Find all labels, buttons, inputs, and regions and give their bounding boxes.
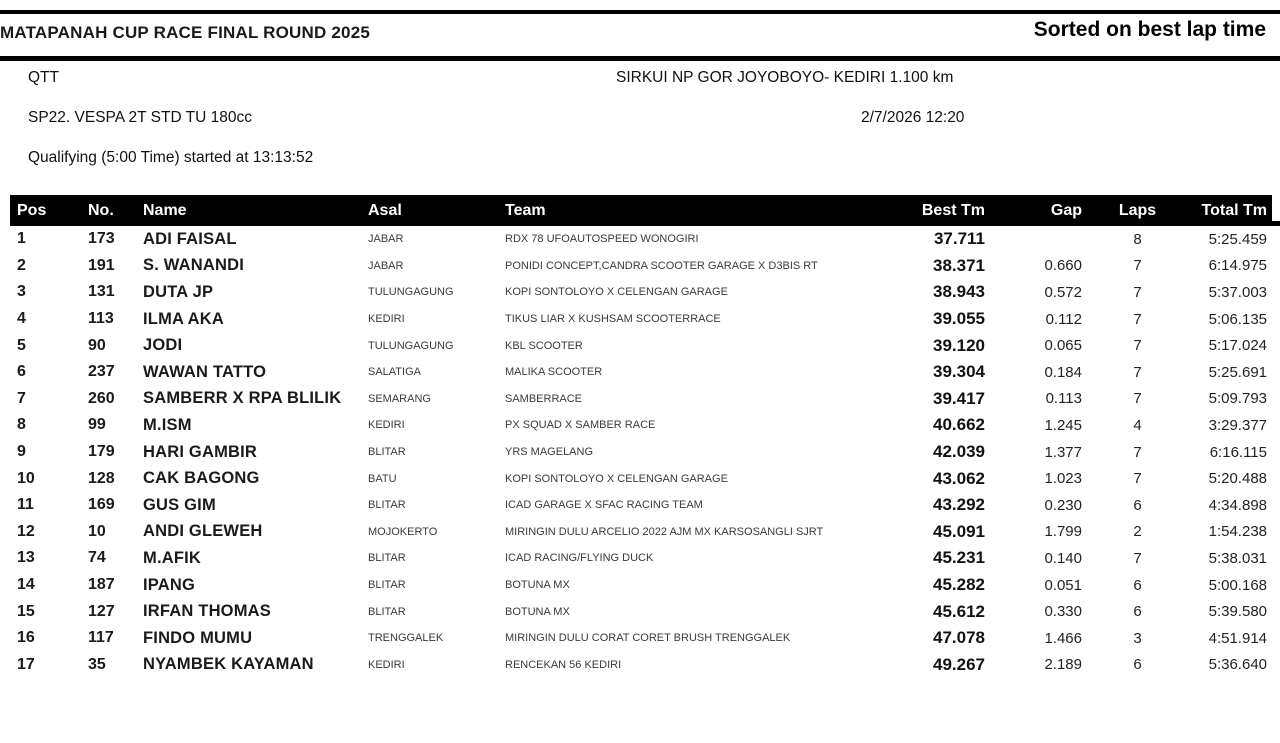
cell-total-tm: 3:29.377 — [1208, 416, 1267, 434]
cell-pos: 2 — [17, 256, 26, 274]
header-right-edge-tick — [1272, 221, 1280, 226]
title-row — [0, 20, 1280, 50]
cell-no: 113 — [88, 310, 114, 328]
cell-pos: 12 — [17, 522, 35, 540]
cell-laps: 7 — [1133, 363, 1142, 381]
title-bottom-rule — [0, 56, 1280, 61]
cell-pos: 10 — [17, 469, 35, 487]
cell-best-tm: 39.304 — [933, 362, 985, 382]
col-header-best-tm: Best Tm — [921, 201, 985, 219]
cell-total-tm: 4:51.914 — [1208, 629, 1267, 647]
cell-pos: 7 — [17, 389, 26, 407]
cell-gap: 1.799 — [1044, 523, 1082, 541]
cell-best-tm: 37.711 — [933, 229, 985, 249]
cell-team: BOTUNA MX — [505, 605, 570, 618]
cell-pos: 5 — [17, 336, 26, 354]
cell-team: MIRINGIN DULU CORAT CORET BRUSH TRENGGALEK — [505, 632, 791, 645]
cell-asal: BLITAR — [368, 552, 406, 565]
cell-name: M.ISM — [143, 415, 192, 434]
cell-laps: 7 — [1133, 310, 1142, 328]
table-row — [10, 519, 1272, 546]
col-header-no: No. — [88, 201, 114, 219]
col-header-gap: Gap — [1050, 201, 1082, 219]
table-row — [10, 279, 1272, 306]
cell-no: 128 — [88, 469, 115, 487]
cell-gap: 0.230 — [1044, 496, 1082, 514]
cell-laps: 7 — [1133, 443, 1142, 461]
cell-total-tm: 5:25.459 — [1208, 230, 1267, 248]
cell-gap: 1.377 — [1044, 443, 1082, 461]
cell-pos: 14 — [17, 576, 35, 594]
cell-asal: SALATIGA — [368, 366, 421, 379]
cell-no: 127 — [88, 602, 115, 620]
cell-asal: SEMARANG — [368, 392, 431, 405]
cell-name: JODI — [143, 336, 183, 355]
cell-name: ADI FAISAL — [143, 229, 237, 248]
cell-asal: TULUNGAGUNG — [368, 339, 454, 352]
cell-best-tm: 45.282 — [933, 575, 985, 595]
cell-team: BOTUNA MX — [505, 579, 570, 592]
cell-gap: 0.113 — [1045, 390, 1082, 408]
table-row — [10, 598, 1272, 625]
cell-total-tm: 5:37.003 — [1208, 283, 1267, 301]
cell-gap: 0.112 — [1045, 310, 1082, 328]
session-line — [0, 69, 1280, 89]
table-row — [10, 226, 1272, 253]
cell-pos: 6 — [17, 363, 26, 381]
cell-team: MALIKA SCOOTER — [505, 366, 603, 379]
cell-best-tm: 39.055 — [933, 309, 985, 329]
col-header-team: Team — [505, 201, 546, 219]
cell-asal: KEDIRI — [368, 313, 405, 326]
cell-no: 10 — [88, 522, 106, 540]
cell-laps: 6 — [1133, 603, 1142, 621]
col-header-laps: Laps — [1118, 201, 1157, 219]
cell-laps: 8 — [1133, 230, 1142, 248]
col-header-pos: Pos — [17, 201, 47, 219]
cell-asal: KEDIRI — [368, 419, 405, 432]
cell-name: ANDI GLEWEH — [143, 522, 263, 541]
cell-team: RENCEKAN 56 KEDIRI — [505, 658, 622, 671]
cell-total-tm: 4:34.898 — [1208, 496, 1267, 514]
cell-total-tm: 1:54.238 — [1208, 523, 1267, 541]
table-row — [10, 439, 1272, 466]
cell-gap: 0.660 — [1044, 257, 1082, 275]
cell-laps: 7 — [1133, 549, 1142, 567]
cell-laps: 6 — [1133, 576, 1142, 594]
class-line — [0, 109, 1280, 129]
cell-total-tm: 6:16.115 — [1209, 443, 1267, 461]
cell-pos: 9 — [17, 443, 26, 461]
cell-gap: 1.466 — [1044, 629, 1082, 647]
cell-best-tm: 38.943 — [933, 282, 985, 302]
cell-name: WAWAN TATTO — [143, 362, 267, 381]
cell-laps: 7 — [1133, 337, 1142, 355]
results-table-header — [10, 195, 1272, 226]
cell-laps: 2 — [1133, 523, 1142, 541]
cell-laps: 4 — [1133, 416, 1142, 434]
cell-no: 35 — [88, 655, 106, 673]
cell-asal: TRENGGALEK — [368, 632, 444, 645]
cell-no: 131 — [88, 283, 115, 301]
cell-no: 191 — [88, 256, 115, 274]
cell-best-tm: 43.062 — [933, 468, 985, 488]
cell-best-tm: 47.078 — [933, 628, 985, 648]
cell-total-tm: 5:09.793 — [1208, 390, 1267, 408]
results-table — [10, 195, 1272, 678]
table-row — [10, 306, 1272, 333]
col-header-total-tm: Total Tm — [1201, 201, 1267, 219]
cell-team: RDX 78 UFOAUTOSPEED WONOGIRI — [505, 233, 699, 246]
cell-no: 99 — [88, 416, 106, 434]
circuit-name: SIRKUI NP GOR JOYOBOYO- KEDIRI 1.100 km — [616, 69, 954, 86]
cell-name: ILMA AKA — [143, 309, 225, 328]
cell-asal: JABAR — [368, 259, 404, 272]
cell-team: MIRINGIN DULU ARCELIO 2022 AJM MX KARSOSANGLI SJRT — [505, 525, 824, 538]
cell-name: NYAMBEK KAYAMAN — [143, 655, 314, 674]
cell-gap: 2.189 — [1044, 656, 1082, 674]
cell-name: SAMBERR X RPA BLILIK — [143, 389, 342, 408]
col-header-asal: Asal — [368, 201, 402, 219]
cell-asal: BLITAR — [368, 605, 406, 618]
cell-laps: 7 — [1133, 283, 1142, 301]
cell-gap: 1.023 — [1044, 470, 1082, 488]
table-row — [10, 253, 1272, 280]
cell-team: SAMBERRACE — [505, 392, 583, 405]
cell-total-tm: 5:06.135 — [1208, 310, 1267, 328]
cell-team: KOPI SONTOLOYO X CELENGAN GARAGE — [505, 286, 728, 299]
cell-pos: 1 — [17, 230, 26, 248]
cell-best-tm: 38.371 — [933, 255, 985, 275]
cell-team: YRS MAGELANG — [505, 446, 594, 459]
cell-team: KOPI SONTOLOYO X CELENGAN GARAGE — [505, 472, 728, 485]
cell-name: GUS GIM — [143, 495, 216, 514]
cell-name: CAK BAGONG — [143, 469, 260, 488]
table-row — [10, 386, 1272, 413]
cell-no: 179 — [88, 443, 115, 461]
cell-gap: 1.245 — [1044, 416, 1082, 434]
cell-best-tm: 49.267 — [933, 654, 985, 674]
cell-no: 169 — [88, 496, 115, 514]
cell-best-tm: 39.120 — [933, 335, 985, 355]
cell-best-tm: 42.039 — [933, 442, 985, 462]
cell-gap: 0.184 — [1044, 363, 1082, 381]
cell-asal: JABAR — [368, 233, 404, 246]
cell-best-tm: 45.091 — [933, 521, 985, 541]
cell-team: KBL SCOOTER — [505, 339, 583, 352]
cell-no: 173 — [88, 230, 115, 248]
cell-best-tm: 43.292 — [933, 495, 985, 515]
cell-best-tm: 45.231 — [933, 548, 985, 568]
cell-total-tm: 6:14.975 — [1208, 257, 1267, 275]
cell-pos: 4 — [17, 310, 26, 328]
cell-laps: 7 — [1133, 257, 1142, 275]
cell-team: PONIDI CONCEPT,CANDRA SCOOTER GARAGE X D3BIS RT — [505, 259, 818, 272]
table-row — [10, 572, 1272, 599]
cell-name: S. WANANDI — [143, 256, 244, 275]
table-row — [10, 465, 1272, 492]
cell-gap: 0.330 — [1044, 603, 1082, 621]
col-header-name: Name — [143, 201, 187, 219]
table-row — [10, 492, 1272, 519]
cell-no: 260 — [88, 389, 115, 407]
cell-team: PX SQUAD X SAMBER RACE — [505, 419, 656, 432]
cell-total-tm: 5:36.640 — [1208, 656, 1267, 674]
cell-total-tm: 5:38.031 — [1208, 549, 1267, 567]
session-info: Qualifying (5:00 Time) started at 13:13:52 — [28, 149, 314, 166]
cell-no: 117 — [88, 629, 114, 647]
cell-gap: 0.140 — [1044, 549, 1082, 567]
cell-name: M.AFIK — [143, 548, 202, 567]
cell-name: DUTA JP — [143, 282, 214, 301]
cell-total-tm: 5:17.024 — [1208, 337, 1267, 355]
cell-no: 74 — [88, 549, 106, 567]
cell-no: 237 — [88, 363, 115, 381]
top-rule — [0, 10, 1280, 14]
class-name: SP22. VESPA 2T STD TU 180cc — [28, 109, 252, 126]
cell-best-tm: 40.662 — [933, 415, 985, 435]
cell-gap: 0.051 — [1044, 576, 1082, 594]
cell-pos: 8 — [17, 416, 26, 434]
page-title: MATAPANAH CUP RACE FINAL ROUND 2025 — [0, 23, 371, 42]
cell-name: HARI GAMBIR — [143, 442, 258, 461]
cell-pos: 15 — [17, 602, 35, 620]
cell-pos: 3 — [17, 283, 26, 301]
table-row — [10, 332, 1272, 359]
cell-best-tm: 39.417 — [933, 388, 985, 408]
cell-team: TIKUS LIAR X KUSHSAM SCOOTERRACE — [505, 313, 721, 326]
cell-asal: BATU — [368, 472, 397, 485]
cell-asal: BLITAR — [368, 579, 406, 592]
cell-name: IRFAN THOMAS — [143, 602, 271, 621]
cell-no: 90 — [88, 336, 106, 354]
cell-laps: 7 — [1133, 390, 1142, 408]
cell-best-tm: 45.612 — [933, 601, 985, 621]
cell-total-tm: 5:25.691 — [1208, 363, 1267, 381]
table-row — [10, 625, 1272, 652]
cell-asal: TULUNGAGUNG — [368, 286, 454, 299]
cell-total-tm: 5:00.168 — [1208, 576, 1267, 594]
cell-asal: KEDIRI — [368, 658, 405, 671]
cell-laps: 3 — [1133, 629, 1142, 647]
cell-pos: 16 — [17, 629, 35, 647]
cell-name: FINDO MUMU — [143, 628, 253, 647]
cell-team: ICAD GARAGE X SFAC RACING TEAM — [505, 499, 703, 512]
table-row — [10, 545, 1272, 572]
cell-total-tm: 5:20.488 — [1208, 470, 1267, 488]
cell-laps: 7 — [1133, 470, 1142, 488]
cell-asal: BLITAR — [368, 446, 406, 459]
cell-total-tm: 5:39.580 — [1208, 603, 1267, 621]
cell-gap: 0.065 — [1044, 337, 1082, 355]
session-code: QTT — [28, 69, 59, 86]
qualifying-line — [0, 149, 1280, 169]
table-row — [10, 412, 1272, 439]
results-table-body — [10, 226, 1272, 678]
table-row — [10, 652, 1272, 679]
cell-name: IPANG — [143, 575, 196, 594]
cell-asal: BLITAR — [368, 499, 406, 512]
table-row — [10, 359, 1272, 386]
cell-gap: 0.572 — [1044, 283, 1082, 301]
sort-note: Sorted on best lap time — [1033, 18, 1266, 41]
cell-asal: MOJOKERTO — [368, 525, 438, 538]
cell-pos: 17 — [17, 655, 35, 673]
cell-laps: 6 — [1133, 496, 1142, 514]
cell-laps: 6 — [1133, 656, 1142, 674]
cell-pos: 13 — [17, 549, 35, 567]
cell-team: ICAD RACING/FLYING DUCK — [505, 552, 654, 565]
cell-no: 187 — [88, 576, 115, 594]
event-datetime: 2/7/2026 12:20 — [861, 109, 965, 126]
cell-pos: 11 — [17, 496, 34, 514]
